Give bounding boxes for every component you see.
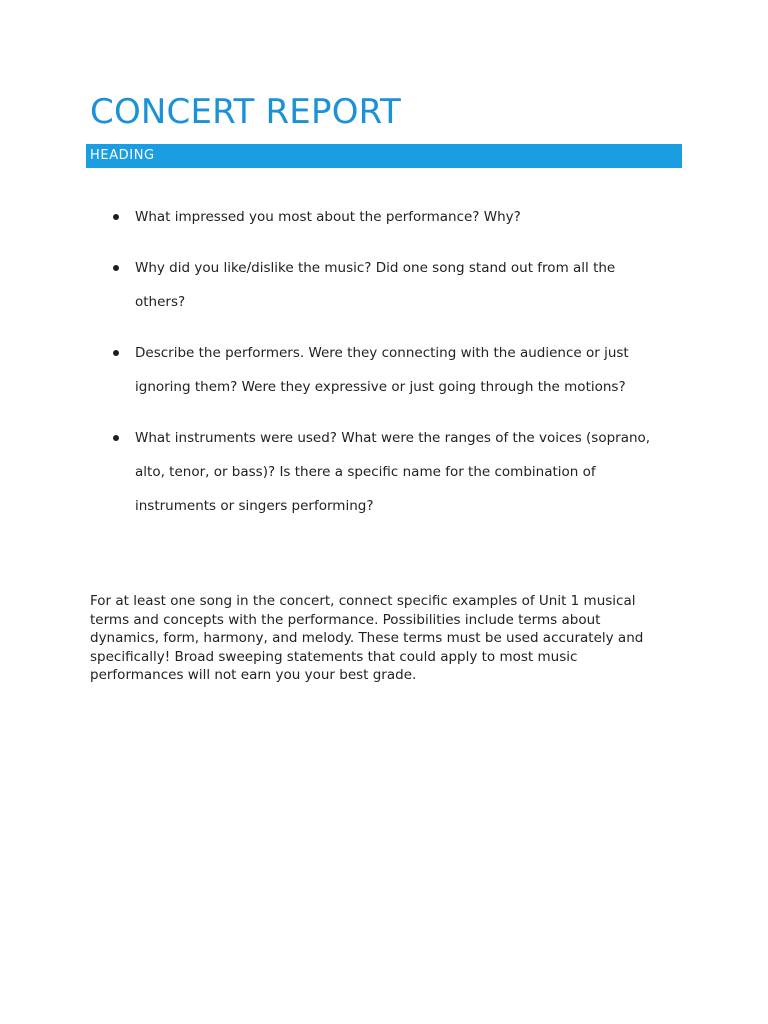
document-title: CONCERT REPORT [90,92,401,132]
list-item [108,200,668,234]
list-item [108,336,668,404]
list-item-text: Why did you like/dislike the music? Did one song stand out from all the others? [135,260,616,310]
instructions-paragraph: For at least one song in the concert, connect specific examples of Unit 1 musical terms and concepts with the performance. Possibilities include terms about dynamics, form, harmony, and melody. These terms must be used accurately and specifically! Broad sweeping statements that could apply to most music performances will not earn you your best grade. [90,593,644,683]
list-item [108,421,668,523]
list-item-text: What instruments were used? What were the ranges of the voices (soprano, alto, tenor, or bass)? Is there a specific name for the combination of instruments or singers performing? [135,430,651,514]
question-list [108,200,668,540]
heading-bar [86,144,682,168]
bullet-icon [113,350,119,356]
bullet-icon [113,265,119,271]
list-item-text: Describe the performers. Were they connecting with the audience or just ignoring them? Were they expressive or just going through the motions? [135,345,629,395]
list-item [108,251,668,319]
bullet-icon [113,214,119,220]
heading-label: HEADING [90,148,155,163]
bullet-icon [113,435,119,441]
list-item-text: What impressed you most about the performance? Why? [135,209,521,225]
